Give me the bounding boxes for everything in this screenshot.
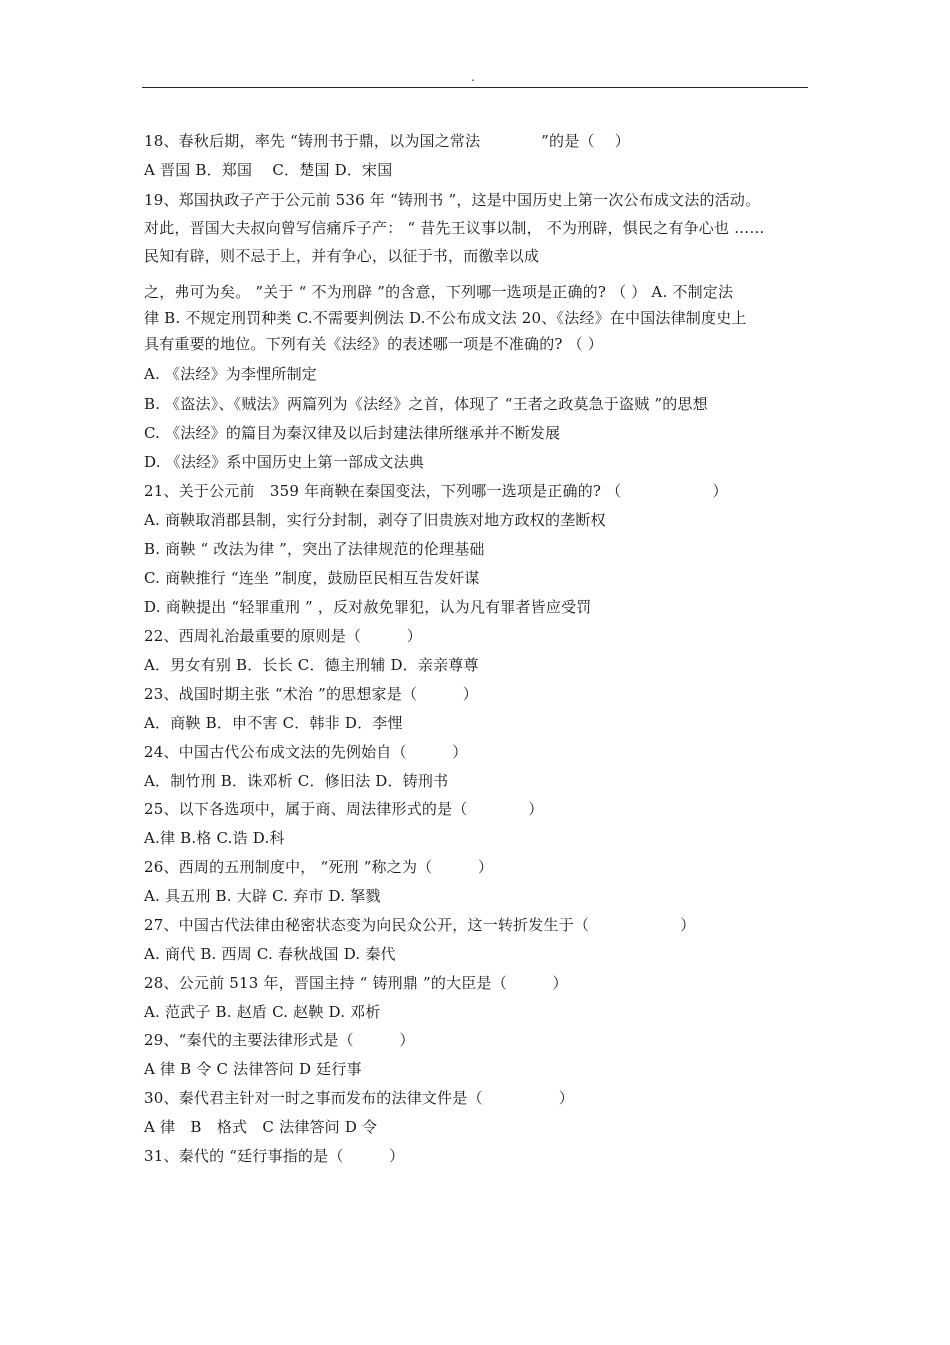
options-27: A. 商代 B. 西周 C. 春秋战国 D. 秦代 [144, 945, 396, 963]
options-30: A 律 B 格式 C 法律答问 D 令 [144, 1118, 378, 1136]
question-29: 29、“秦代的主要法律形式是（ ） [144, 1031, 415, 1049]
options-24: A．制竹刑 B．诛邓析 C．修旧法 D．铸刑书 [144, 772, 449, 790]
header-dot: . [471, 70, 475, 84]
option-21-a: A. 商鞅取消郡县制，实行分封制，剥夺了旧贵族对地方政权的垄断权 [144, 511, 606, 529]
option-21-c: C. 商鞅推行 “连坐 ”制度，鼓励臣民相互告发奸谋 [144, 569, 480, 587]
question-26: 26、西周的五刑制度中， “死刑 ”称之为（ ） [144, 858, 494, 876]
option-20-d: D. 《法经》系中国历史上第一部成文法典 [144, 453, 425, 471]
question-24: 24、中国古代公布成文法的先例始自（ ） [144, 743, 468, 761]
question-19-line-1: 19、郑国执政子产于公元前 536 年 “铸刑书 ”，这是中国历史上第一次公布成文法的活动。 [144, 191, 761, 209]
question-28: 28、公元前 513 年，晋国主持 “ 铸刑鼎 ”的大臣是（ ） [144, 974, 568, 992]
option-21-d: D. 商鞅提出 “轻罪重刑 ” ，反对赦免罪犯，认为凡有罪者皆应受罚 [144, 598, 592, 616]
question-25: 25、以下各选项中，属于商、周法律形式的是（ ） [144, 800, 544, 818]
option-21-b: B. 商鞅 “ 改法为律 ”，突出了法律规范的伦理基础 [144, 540, 485, 558]
options-29: A 律 B 令 C 法律答问 D 廷行事 [144, 1060, 362, 1078]
options-22: A．男女有别 B．长长 C．德主刑辅 D．亲亲尊尊 [144, 656, 479, 674]
header-rule [142, 87, 808, 88]
question-18: 18、春秋后期，率先 “铸刑书于鼎，以为国之常法 ”的是（ ） [144, 132, 630, 150]
question-27: 27、中国古代法律由秘密状态变为向民众公开，这一转折发生于（ ） [144, 916, 696, 934]
question-19-line-2: 对此，晋国大夫叔向曾写信痛斥子产： “ 昔先王议事以制， 不为刑辟，惧民之有争心也 …… [144, 219, 765, 237]
options-26: A. 具五刑 B. 大辟 C. 弃市 D. 拏戮 [144, 887, 381, 905]
question-19-line-3: 民知有辟，则不忌于上，并有争心，以征于书，而徼幸以成 [144, 247, 540, 265]
question-19-20-line-5: 律 B. 不规定刑罚种类 C.不需要判例法 D.不公布成文法 20、《法经》在中国法律制度史上 [144, 309, 747, 327]
option-20-b: B. 《盗法》、《贼法》两篇列为《法经》之首，体现了 “王者之政莫急于盗贼 ”的思想 [144, 395, 708, 413]
question-21: 21、关于公元前 359 年商鞅在秦国变法，下列哪一选项是正确的? （ ） [144, 482, 728, 500]
question-20-line-2: 具有重要的地位。下列有关《法经》的表述哪一项是不准确的? （ ） [144, 335, 603, 353]
options-28: A. 范武子 B. 赵盾 C. 赵鞅 D. 邓析 [144, 1003, 381, 1021]
options-23: A．商鞅 B．申不害 C．韩非 D．李悝 [144, 714, 403, 732]
options-18: A 晋国 B．郑国 C．楚国 D．宋国 [144, 161, 393, 179]
option-20-c: C. 《法经》的篇目为秦汉律及以后封建法律所继承并不断发展 [144, 424, 561, 442]
question-22: 22、西周礼治最重要的原则是（ ） [144, 627, 422, 645]
options-25: A.律 B.格 C.诰 D.科 [144, 829, 285, 847]
question-31: 31、秦代的 “廷行事指的是（ ） [144, 1147, 405, 1165]
question-23: 23、战国时期主张 “术治 ”的思想家是（ ） [144, 685, 478, 703]
option-20-a: A. 《法经》为李悝所制定 [144, 365, 317, 383]
question-19-line-4: 之，弗可为矣。 ”关于 “ 不为刑辟 ”的含意，下列哪一选项是正确的? （ ） A. 不制定法 [144, 283, 734, 301]
question-30: 30、秦代君主针对一时之事而发布的法律文件是（ ） [144, 1089, 574, 1107]
